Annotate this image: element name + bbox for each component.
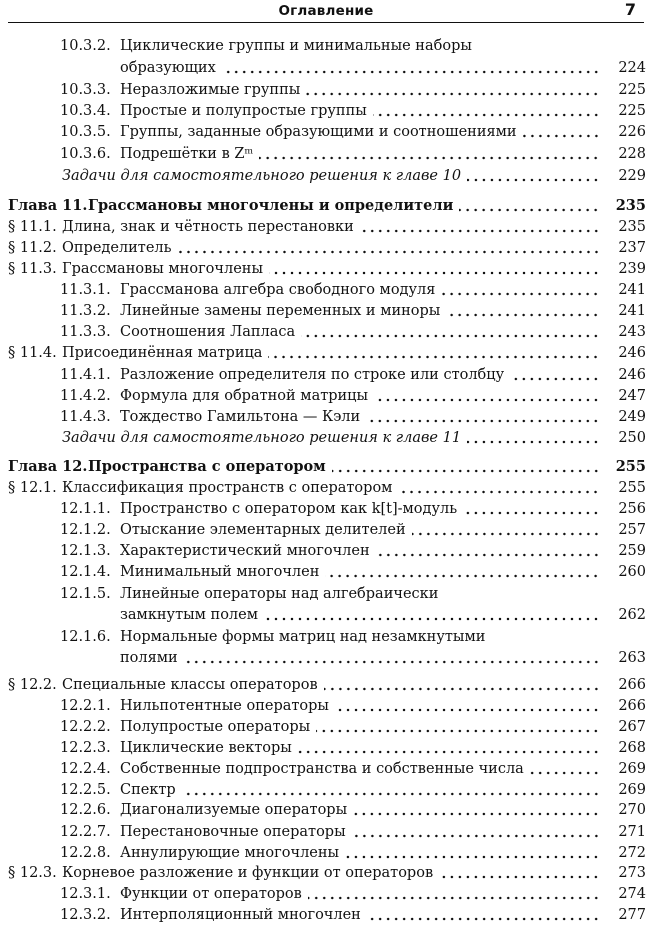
toc-entry-number: § 11.2. xyxy=(8,240,57,256)
toc-entry-title: Простые и полупростые группы xyxy=(120,103,367,119)
toc-entry-title: Линейные операторы над алгебраически xyxy=(120,586,439,602)
toc-entry xyxy=(0,238,652,258)
toc-entry xyxy=(0,520,652,540)
toc-entry-line xyxy=(120,520,600,540)
toc-entry-title: образующих xyxy=(120,60,216,76)
toc-entry-line xyxy=(62,863,600,883)
toc-entry-title: Нильпотентные операторы xyxy=(120,698,329,714)
toc-entry-page: 269 xyxy=(618,761,646,777)
toc-entry-number: 12.1.5. xyxy=(60,586,111,602)
toc-entry-line xyxy=(120,627,485,647)
toc-entry-number: 10.3.3. xyxy=(60,82,111,98)
toc-entry xyxy=(0,863,652,883)
page-number: 7 xyxy=(624,0,636,19)
toc-entry-title: Грассманова алгебра свободного модуля xyxy=(120,282,436,298)
toc-entry-title: Грассмановы многочлены xyxy=(62,261,263,277)
toc-entry-line xyxy=(120,562,600,582)
toc-entry-title: Неразложимые группы xyxy=(120,82,301,98)
toc-entry-title: Задачи для самостоятельного решения к главе 10 xyxy=(62,168,462,184)
toc-entry-number: 12.1.1. xyxy=(60,501,111,517)
toc-entry-title: Диагонализуемые операторы xyxy=(120,802,348,818)
leader-dots xyxy=(398,490,600,494)
toc-entry-number: § 12.1. xyxy=(8,480,57,496)
toc-entry-page: 224 xyxy=(618,60,646,76)
toc-entry xyxy=(0,196,652,216)
toc-entry-page: 246 xyxy=(618,367,646,383)
toc-entry-title: Задачи для самостоятельного решения к главе 11 xyxy=(62,430,462,446)
toc-entry-line xyxy=(120,584,438,604)
toc-entry-title: Пространство с оператором как k[t]-модуль xyxy=(120,501,458,517)
leader-dots xyxy=(268,355,600,359)
toc-entry-title: Грассмановы многочлены и определители xyxy=(88,197,454,214)
toc-entry-number: § 11.1. xyxy=(8,219,57,235)
leader-dots xyxy=(345,855,600,859)
toc-entry-page: 262 xyxy=(618,607,646,623)
toc-entry xyxy=(0,144,652,164)
toc-entry-title: Полупростые операторы xyxy=(120,719,311,735)
toc-entry-title: Функции от операторов xyxy=(120,886,302,902)
toc-entry-number: 12.2.4. xyxy=(60,761,111,777)
leader-dots xyxy=(332,469,600,473)
leader-dots xyxy=(441,292,600,296)
leader-dots xyxy=(367,917,600,921)
toc-entry-number: 11.4.3. xyxy=(60,409,111,425)
toc-entry-line xyxy=(120,800,600,820)
leader-dots xyxy=(467,440,600,444)
toc-entry-page: 250 xyxy=(618,430,646,446)
toc-entry-title: полями xyxy=(120,650,178,666)
toc-entry-title: Корневое разложение и функции от операторов xyxy=(62,865,434,881)
toc-entry-page: 225 xyxy=(618,103,646,119)
toc-entry-page: 273 xyxy=(618,865,646,881)
toc-entry-number: 11.3.2. xyxy=(60,303,111,319)
toc-entry xyxy=(0,428,652,448)
toc-entry-title: Циклические группы и минимальные наборы xyxy=(120,38,472,54)
toc-entry-number: § 12.3. xyxy=(8,865,57,881)
toc-entry xyxy=(0,648,652,668)
toc-entry-line xyxy=(120,696,600,716)
toc-entry-title: Отыскание элементарных делителей xyxy=(120,522,406,538)
leader-dots xyxy=(301,334,600,338)
toc-entry-title: Собственные подпространства и собственные числа xyxy=(120,761,524,777)
leader-dots xyxy=(352,834,600,838)
toc-entry-page: 257 xyxy=(618,522,646,538)
toc-entry xyxy=(0,562,652,582)
toc-entry xyxy=(0,217,652,237)
leader-dots xyxy=(316,729,600,733)
leader-dots xyxy=(523,134,600,138)
toc-entry-line xyxy=(120,541,600,561)
toc-entry-line xyxy=(120,717,600,737)
toc-entry-page: 277 xyxy=(618,907,646,923)
toc-entry-line xyxy=(120,280,600,300)
toc-entry-page: 268 xyxy=(618,740,646,756)
toc-entry-page: 263 xyxy=(618,650,646,666)
toc-entry-line xyxy=(120,365,600,385)
toc-entry-number: 10.3.6. xyxy=(60,146,111,162)
toc-entry xyxy=(0,58,652,78)
leader-dots xyxy=(264,617,600,621)
toc-entry-number: § 12.2. xyxy=(8,677,57,693)
leader-dots xyxy=(324,687,600,691)
toc-entry-title: Интерполяционный многочлен xyxy=(120,907,361,923)
toc-entry-page: 241 xyxy=(618,282,646,298)
toc-entry xyxy=(0,822,652,842)
toc-entry xyxy=(0,365,652,385)
toc-entry xyxy=(0,627,652,647)
toc-entry-title: Определитель xyxy=(62,240,172,256)
toc-entry-number: Глава 11. xyxy=(8,197,88,214)
toc-entry xyxy=(0,800,652,820)
toc-entry-number: 10.3.2. xyxy=(60,38,111,54)
toc-entry-number: 12.2.8. xyxy=(60,845,111,861)
leader-dots xyxy=(530,771,600,775)
leader-dots xyxy=(373,113,600,117)
leader-dots xyxy=(374,398,600,402)
toc-entry-title: Классификация пространств с оператором xyxy=(62,480,393,496)
toc-entry-title: Тождество Гамильтона — Кэли xyxy=(120,409,361,425)
toc-entry-page: 239 xyxy=(618,261,646,277)
toc-entry-page: 266 xyxy=(618,698,646,714)
toc-entry-number: § 11.4. xyxy=(8,345,57,361)
leader-dots xyxy=(366,419,600,423)
leader-dots xyxy=(222,70,600,74)
toc-entry-page: 267 xyxy=(618,719,646,735)
toc-entry-page: 270 xyxy=(618,802,646,818)
toc-entry-page: 249 xyxy=(618,409,646,425)
toc-entry-number: 10.3.4. xyxy=(60,103,111,119)
toc-entry-page: 246 xyxy=(618,345,646,361)
toc-entry xyxy=(0,322,652,342)
toc-entry-page: 266 xyxy=(618,677,646,693)
toc-entry-number: 12.2.1. xyxy=(60,698,111,714)
toc-entry-page: 235 xyxy=(618,219,646,235)
toc-entry-title: Формула для обратной матрицы xyxy=(120,388,369,404)
toc-entry-number: 12.1.6. xyxy=(60,629,111,645)
toc-entry-line xyxy=(120,822,600,842)
toc-entry xyxy=(0,259,652,279)
toc-entry-number: 12.1.4. xyxy=(60,564,111,580)
toc-entry-page: 272 xyxy=(618,845,646,861)
toc-entry-line xyxy=(62,166,600,186)
toc-entry-number: 12.2.7. xyxy=(60,824,111,840)
toc-entry-page: 274 xyxy=(618,886,646,902)
toc-entry-page: 247 xyxy=(618,388,646,404)
toc-entry xyxy=(0,675,652,695)
toc-entry-page: 271 xyxy=(618,824,646,840)
toc-entry-title: Нормальные формы матриц над незамкнутыми xyxy=(120,629,486,645)
leader-dots xyxy=(463,511,600,515)
toc-entry-page: 259 xyxy=(618,543,646,559)
toc-entry xyxy=(0,80,652,100)
toc-entry xyxy=(0,759,652,779)
leader-dots xyxy=(306,92,600,96)
toc-entry-title: Перестановочные операторы xyxy=(120,824,346,840)
toc-entry-line xyxy=(62,478,600,498)
toc-entry-line xyxy=(62,217,600,237)
leader-dots xyxy=(353,812,600,816)
toc-entry xyxy=(0,36,652,56)
toc-entry-page: 243 xyxy=(618,324,646,340)
toc-entry-number: 12.2.2. xyxy=(60,719,111,735)
toc-entry-line xyxy=(120,386,600,406)
toc-entry-page: 235 xyxy=(615,197,646,214)
toc-entry-title: Пространства с оператором xyxy=(88,458,326,475)
toc-entry-number: Глава 12. xyxy=(8,458,88,475)
toc-entry xyxy=(0,738,652,758)
leader-dots xyxy=(510,377,600,381)
toc-entry-line xyxy=(120,738,600,758)
toc-entry-title: Аннулирующие многочлены xyxy=(120,845,340,861)
toc-entry-line xyxy=(62,238,600,258)
toc-entry-page: 260 xyxy=(618,564,646,580)
toc-entry-title: Специальные классы операторов xyxy=(62,677,318,693)
toc-entry xyxy=(0,905,652,925)
running-title: Оглавление xyxy=(278,3,374,19)
toc-entry-title: Группы, заданные образующими и соотношениями xyxy=(120,124,517,140)
toc-entry xyxy=(0,301,652,321)
toc-entry-title: Подрешётки в Zᵐ xyxy=(120,146,254,162)
toc-entry-line xyxy=(120,144,600,164)
toc-entry-line xyxy=(120,905,600,925)
toc-entry-line xyxy=(120,301,600,321)
toc-entry-title: Характеристический многочлен xyxy=(120,543,370,559)
leader-dots xyxy=(325,574,600,578)
leader-dots xyxy=(376,553,600,557)
toc-entry-line xyxy=(120,499,600,519)
toc-entry-title: Длина, знак и чётность перестановки xyxy=(62,219,354,235)
toc-entry-page: 228 xyxy=(618,146,646,162)
toc-entry-number: 12.2.5. xyxy=(60,782,111,798)
toc-entry-title: Циклические векторы xyxy=(120,740,292,756)
toc-entry-line xyxy=(120,80,600,100)
toc-entry xyxy=(0,605,652,625)
toc-entry-line xyxy=(120,407,600,427)
leader-dots xyxy=(412,532,600,536)
toc-entry-line xyxy=(120,605,600,625)
toc-entry xyxy=(0,541,652,561)
toc-entry-title: Соотношения Лапласа xyxy=(120,324,296,340)
toc-entry-title: замкнутым полем xyxy=(120,607,259,623)
toc-entry-number: 11.4.1. xyxy=(60,367,111,383)
toc-entry xyxy=(0,407,652,427)
toc-entry-line xyxy=(88,457,600,477)
toc-entry-number: 12.2.3. xyxy=(60,740,111,756)
toc-entry-number: 11.3.3. xyxy=(60,324,111,340)
toc-entry-number: 12.2.6. xyxy=(60,802,111,818)
leader-dots xyxy=(184,660,600,664)
leader-dots xyxy=(298,750,600,754)
toc-entry-number: 11.4.2. xyxy=(60,388,111,404)
leader-dots xyxy=(446,313,600,317)
toc-entry-page: 229 xyxy=(618,168,646,184)
leader-dots xyxy=(182,792,600,796)
toc-entry-number: § 11.3. xyxy=(8,261,57,277)
toc-entry-page: 255 xyxy=(615,458,646,475)
toc-entry xyxy=(0,457,652,477)
toc-entry-line xyxy=(62,259,600,279)
toc-entry-line xyxy=(120,101,600,121)
toc-entry-page: 237 xyxy=(618,240,646,256)
toc-entry-title: Разложение определителя по строке или столбцу xyxy=(120,367,505,383)
toc-entry-number: 11.3.1. xyxy=(60,282,111,298)
leader-dots xyxy=(178,250,600,254)
leader-dots xyxy=(439,875,600,879)
toc-entry-title: Спектр xyxy=(120,782,176,798)
toc-entry xyxy=(0,280,652,300)
toc-entry-number: 10.3.5. xyxy=(60,124,111,140)
toc-entry-line xyxy=(120,322,600,342)
toc-entry-line xyxy=(120,122,600,142)
toc-entry-number: 12.1.2. xyxy=(60,522,111,538)
toc-entry-line xyxy=(120,759,600,779)
toc-entry-title: Линейные замены переменных и миноры xyxy=(120,303,441,319)
toc-entry xyxy=(0,780,652,800)
toc-entry-line xyxy=(120,884,600,904)
toc-entry xyxy=(0,717,652,737)
toc-entry xyxy=(0,696,652,716)
toc-entry xyxy=(0,122,652,142)
toc-entry-line xyxy=(120,58,600,78)
toc-entry-line xyxy=(88,196,600,216)
toc-entry xyxy=(0,843,652,863)
toc-entry-line xyxy=(120,780,600,800)
toc-entry xyxy=(0,166,652,186)
toc-entry-page: 225 xyxy=(618,82,646,98)
leader-dots xyxy=(335,708,600,712)
toc-entry-page: 226 xyxy=(618,124,646,140)
leader-dots xyxy=(269,271,600,275)
toc-entry xyxy=(0,343,652,363)
toc-entry xyxy=(0,478,652,498)
toc-entry-number: 12.3.2. xyxy=(60,907,111,923)
toc-entry-line xyxy=(120,843,600,863)
leader-dots xyxy=(259,156,600,160)
toc-entry xyxy=(0,101,652,121)
toc-entry-page: 256 xyxy=(618,501,646,517)
toc-entry-number: 12.3.1. xyxy=(60,886,111,902)
toc-entry-page: 255 xyxy=(618,480,646,496)
toc-entry-title: Присоединённая матрица xyxy=(62,345,263,361)
toc-entry xyxy=(0,584,652,604)
toc-entry-line xyxy=(120,36,472,56)
toc-entry xyxy=(0,386,652,406)
leader-dots xyxy=(360,229,600,233)
toc-entry-line xyxy=(120,648,600,668)
toc-entry xyxy=(0,884,652,904)
toc-entry xyxy=(0,499,652,519)
toc-entry-number: 12.1.3. xyxy=(60,543,111,559)
leader-dots xyxy=(459,208,600,212)
toc-entry-line xyxy=(62,343,600,363)
leader-dots xyxy=(308,896,600,900)
leader-dots xyxy=(467,178,600,182)
toc-entry-line xyxy=(62,675,600,695)
toc-entry-page: 269 xyxy=(618,782,646,798)
toc-entry-page: 241 xyxy=(618,303,646,319)
toc-entry-line xyxy=(62,428,600,448)
toc-entry-title: Минимальный многочлен xyxy=(120,564,320,580)
